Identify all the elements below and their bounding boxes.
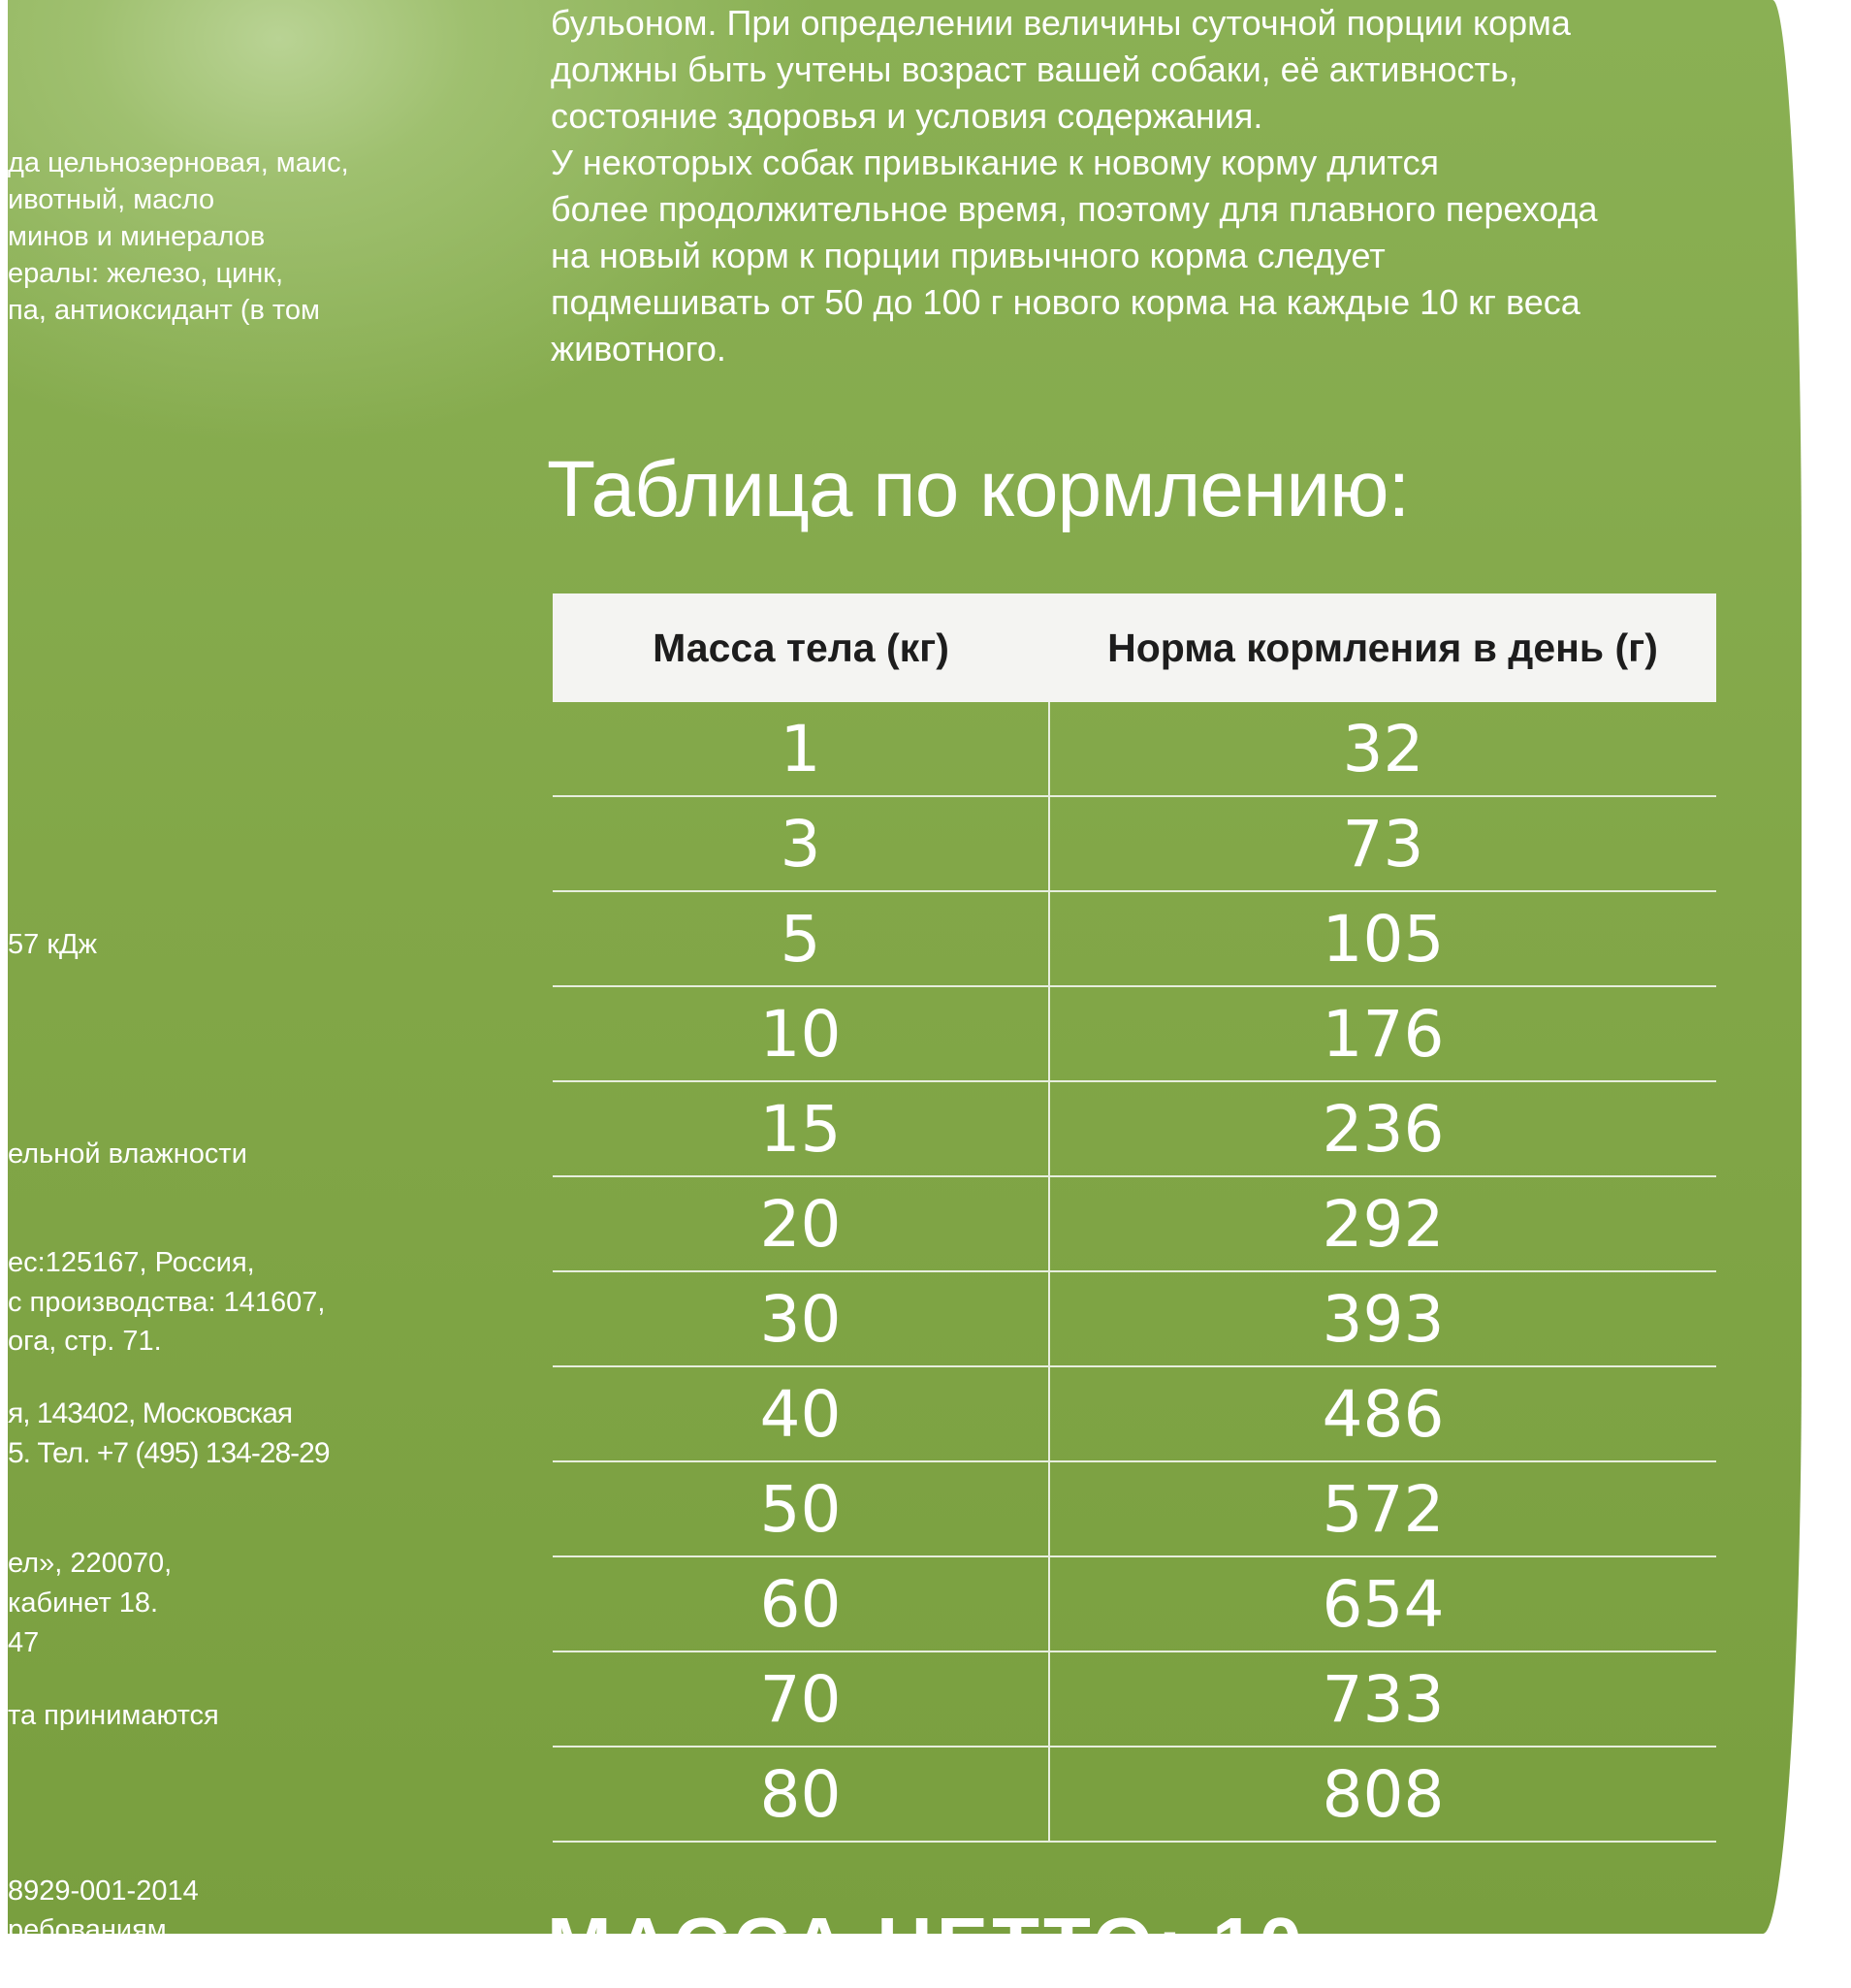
left-fragment: ельной влажности [8, 1138, 247, 1170]
body-weight-cell: 80 [553, 1747, 1049, 1842]
body-weight-cell: 15 [553, 1081, 1049, 1176]
daily-norm-cell: 236 [1049, 1081, 1716, 1176]
body-weight-cell: 1 [553, 702, 1049, 796]
body-weight-cell: 5 [553, 891, 1049, 986]
instruction-line: бульоном. При определении величины суточной порции корма [551, 3, 1571, 43]
daily-norm-cell: 486 [1049, 1366, 1716, 1461]
table-row [553, 1461, 1716, 1556]
daily-norm-cell: 32 [1049, 702, 1716, 796]
table-row [553, 986, 1716, 1081]
table-row [553, 1651, 1716, 1747]
feeding-table [553, 593, 1716, 1843]
daily-norm-cell: 73 [1049, 796, 1716, 891]
daily-norm-cell: 654 [1049, 1556, 1716, 1651]
body-weight-cell: 50 [553, 1461, 1049, 1556]
body-weight-cell: 3 [553, 796, 1049, 891]
instruction-line: У некоторых собак привыкание к новому корму длится [551, 143, 1439, 182]
instruction-line: на новый корм к порции привычного корма следует [551, 236, 1386, 275]
left-fragment: минов и минералов [8, 221, 266, 252]
left-fragment: 57 кДж [8, 929, 98, 960]
left-text-column [8, 0, 512, 1945]
instruction-line: должны быть учтены возраст вашей собаки, её активность, [551, 49, 1518, 89]
column-header-body-weight: Масса тела (кг) [553, 593, 1049, 702]
instruction-line: более продолжительное время, поэтому для плавного перехода [551, 189, 1598, 229]
left-fragment: 8929-001-2014 [8, 1876, 199, 1907]
package-panel [8, 0, 1802, 1988]
table-row [553, 702, 1716, 796]
instruction-line: состояние здоровья и условия содержания. [551, 96, 1263, 136]
left-fragment: да цельнозерновая, маис, [8, 147, 349, 178]
left-fragment: ес:125167, Россия, [8, 1247, 255, 1278]
table-row [553, 1366, 1716, 1461]
daily-norm-cell: 572 [1049, 1461, 1716, 1556]
table-header-row [553, 593, 1716, 702]
left-fragment: я, 143402, Московская [8, 1397, 293, 1429]
daily-norm-cell: 393 [1049, 1271, 1716, 1366]
left-fragment: с производства: 141607, [8, 1287, 326, 1318]
left-fragment: 47 [8, 1627, 40, 1658]
feeding-table-title: Таблица по кормлению: [547, 445, 1410, 533]
left-fragment: ребованиям [8, 1914, 167, 1945]
daily-norm-cell: 808 [1049, 1747, 1716, 1842]
table-row [553, 1556, 1716, 1651]
left-fragment: ога, стр. 71. [8, 1326, 162, 1357]
left-fragment: па, антиоксидант (в том [8, 295, 320, 326]
table-row [553, 1176, 1716, 1271]
body-weight-cell: 40 [553, 1366, 1049, 1461]
daily-norm-cell: 176 [1049, 986, 1716, 1081]
column-header-daily-norm: Норма кормления в день (г) [1049, 593, 1716, 702]
table-row [553, 796, 1716, 891]
body-weight-cell: 10 [553, 986, 1049, 1081]
body-weight-cell: 60 [553, 1556, 1049, 1651]
table-row [553, 1747, 1716, 1842]
left-fragment: ералы: железо, цинк, [8, 258, 284, 289]
daily-norm-cell: 105 [1049, 891, 1716, 986]
left-fragment: ел», 220070, [8, 1548, 173, 1579]
left-fragment: 5. Тел. +7 (495) 134-28-29 [8, 1437, 330, 1469]
instruction-line: подмешивать от 50 до 100 г нового корма на каждые 10 кг веса [551, 282, 1580, 322]
table-row [553, 1271, 1716, 1366]
daily-norm-cell: 733 [1049, 1651, 1716, 1747]
feeding-instructions-text [551, 0, 1734, 372]
net-weight-heading-cut: МАССА НЕТТО: 10 [547, 1902, 1306, 1988]
body-weight-cell: 30 [553, 1271, 1049, 1366]
table-row [553, 1081, 1716, 1176]
left-fragment: ивотный, масло [8, 184, 215, 215]
instruction-line: животного. [551, 329, 726, 369]
table-row [553, 891, 1716, 986]
left-fragment: та принимаются [8, 1700, 219, 1731]
body-weight-cell: 20 [553, 1176, 1049, 1271]
body-weight-cell: 70 [553, 1651, 1049, 1747]
left-fragment: кабинет 18. [8, 1587, 159, 1619]
daily-norm-cell: 292 [1049, 1176, 1716, 1271]
